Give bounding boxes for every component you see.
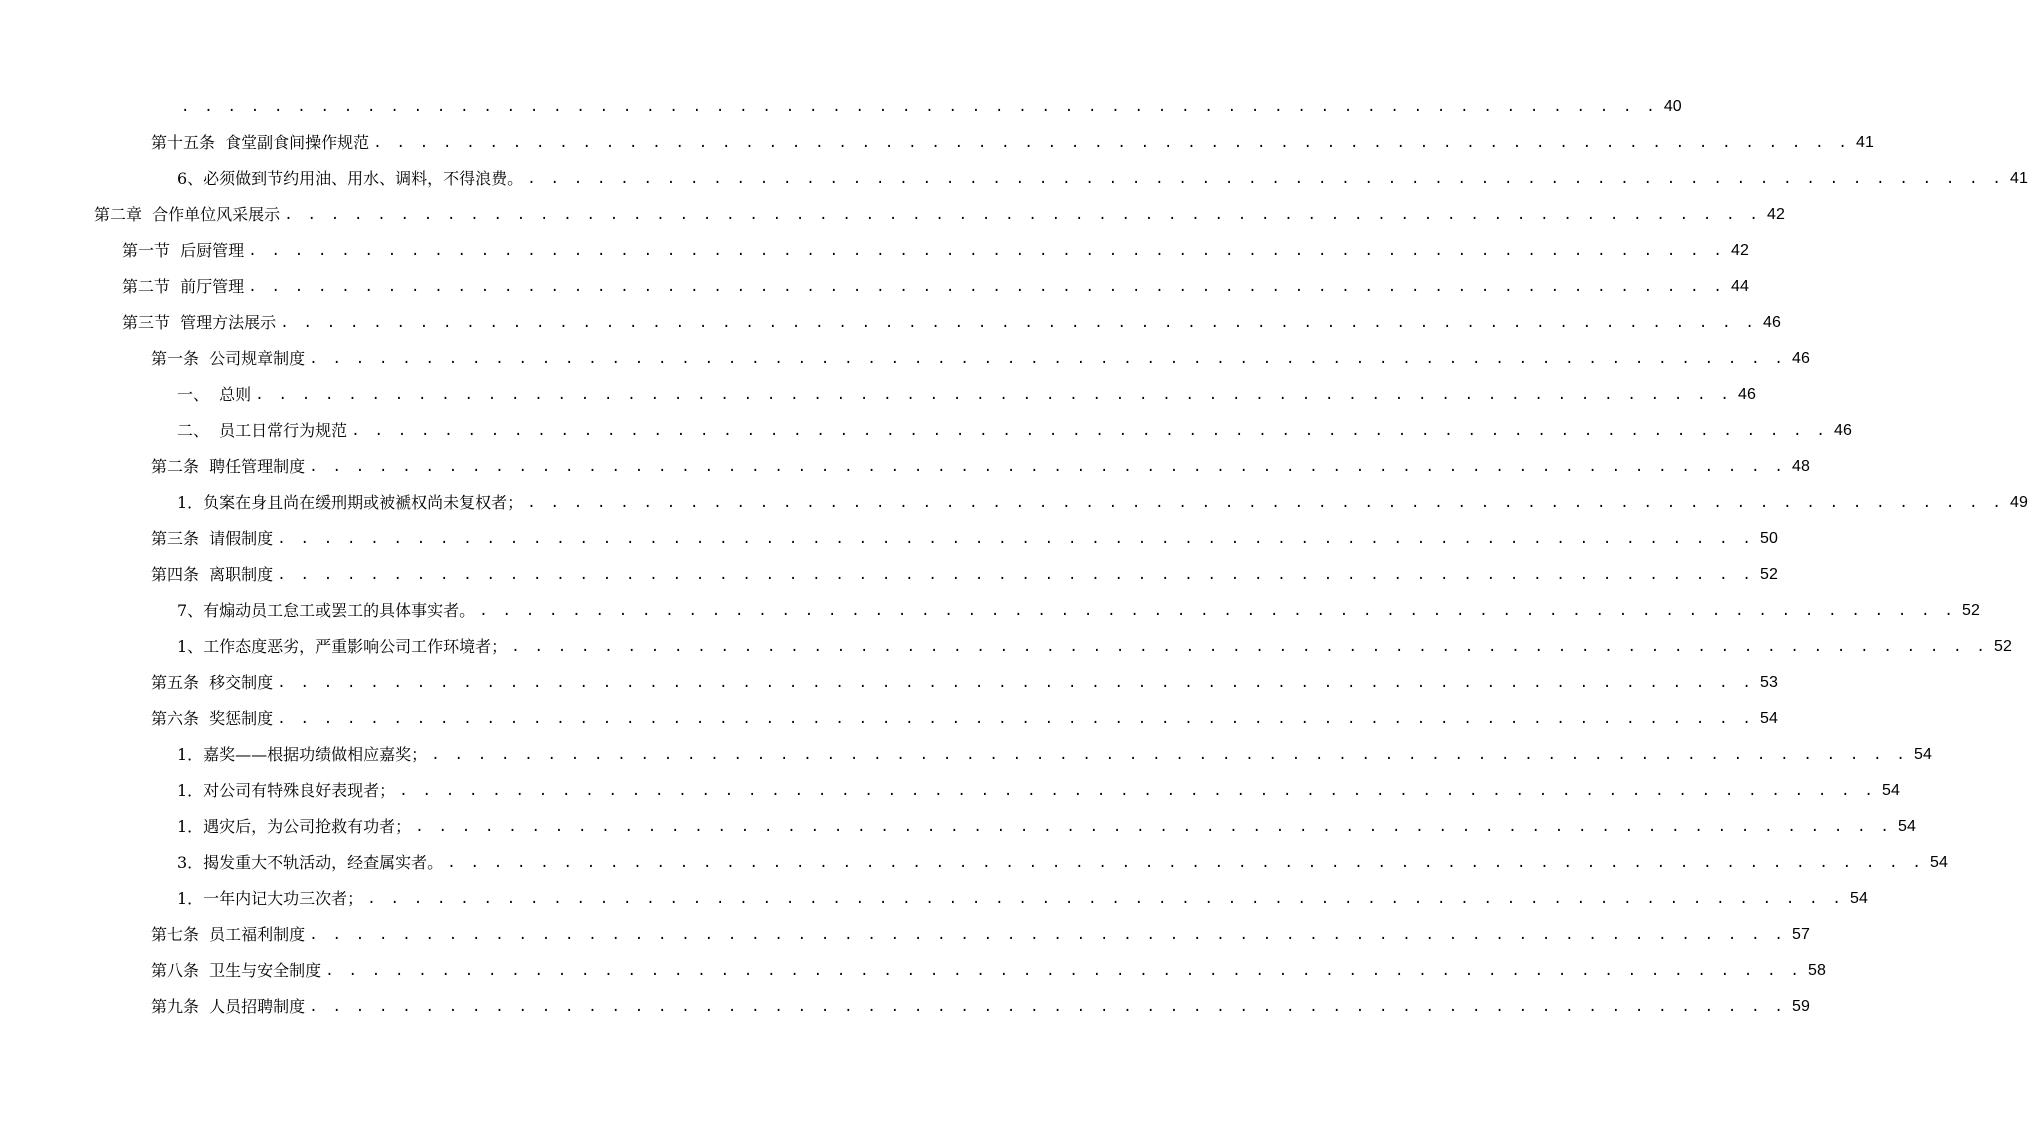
toc-leader-dots: . . . . . . . . . . . . . . . . . . . . . . . . . . . . . . . . . . . . . . . . . . . . . . . . . . . . . . . . . . . . . . . .: [309, 927, 1787, 943]
toc-entry[interactable]: [151, 989, 1810, 1025]
toc-page-number: 52: [1994, 638, 2012, 655]
toc-leader-dots: . . . . . . . . . . . . . . . . . . . . . . . . . . . . . . . . . . . . . . . . . . . . . . . . . . . . . . . . . . . . . . . .: [527, 171, 2005, 187]
toc-entry-label: 第五条 移交制度: [151, 673, 274, 692]
toc-entry[interactable]: [122, 305, 1781, 341]
toc-leader-dots: . . . . . . . . . . . . . . . . . . . . . . . . . . . . . . . . . . . . . . . . . . . . . . . . . . . . . . . . . . . . . . . .: [284, 207, 1762, 223]
toc-entry-label: 1．对公司有特殊良好表现者；: [177, 781, 396, 800]
toc-entry[interactable]: [122, 233, 1749, 269]
toc-entry[interactable]: [151, 557, 1778, 593]
toc-entry[interactable]: [151, 125, 1874, 161]
toc-entry-label: 第二章 合作单位风采展示: [94, 205, 281, 224]
toc-entry[interactable]: [177, 413, 1852, 449]
toc-page-number: 54: [1914, 746, 1932, 763]
toc-page-number: 54: [1882, 782, 1900, 799]
toc-entry-label: 第七条 员工福利制度: [151, 925, 306, 944]
toc-page-number: 54: [1850, 890, 1868, 907]
toc-page-number: 54: [1760, 710, 1778, 727]
toc-entry-label: 7、有煽动员工怠工或罢工的具体事实者。: [177, 601, 476, 620]
toc-page-number: 59: [1792, 998, 1810, 1015]
toc-leader-dots: . . . . . . . . . . . . . . . . . . . . . . . . . . . . . . . . . . . . . . . . . . . . . . . . . . . . . . . . . . . . . . . .: [248, 243, 1726, 259]
toc-leader-dots: . . . . . . . . . . . . . . . . . . . . . . . . . . . . . . . . . . . . . . . . . . . . . . . . . . . . . . . . . . . . . . . .: [309, 459, 1787, 475]
toc-entry[interactable]: [177, 809, 1916, 845]
toc-leader-dots: . . . . . . . . . . . . . . . . . . . . . . . . . . . . . . . . . . . . . . . . . . . . . . . . . . . . . . . . . . . . . . . .: [367, 891, 1845, 907]
toc-entry-label: 第一条 公司规章制度: [151, 349, 306, 368]
toc-page-number: 54: [1898, 818, 1916, 835]
toc-page-number: 46: [1834, 422, 1852, 439]
toc-entry[interactable]: [122, 269, 1749, 305]
toc-page-number: 52: [1962, 602, 1980, 619]
toc-entry[interactable]: [177, 881, 1868, 917]
toc-entry-label: 二、 员工日常行为规范: [177, 421, 348, 440]
toc-leader-dots: . . . . . . . . . . . . . . . . . . . . . . . . . . . . . . . . . . . . . . . . . . . . . . . . . . . . . . . . . . . . . . . .: [181, 99, 1658, 115]
toc-page-number: 54: [1930, 854, 1948, 871]
toc-leader-dots: . . . . . . . . . . . . . . . . . . . . . . . . . . . . . . . . . . . . . . . . . . . . . . . . . . . . . . . . . . . . . . . .: [351, 423, 1829, 439]
toc-page-number: 46: [1792, 350, 1810, 367]
toc-entry[interactable]: [177, 89, 1682, 125]
toc-leader-dots: . . . . . . . . . . . . . . . . . . . . . . . . . . . . . . . . . . . . . . . . . . . . . . . . . . . . . . . . . . . . . . . .: [479, 603, 1957, 619]
toc-leader-dots: . . . . . . . . . . . . . . . . . . . . . . . . . . . . . . . . . . . . . . . . . . . . . . . . . . . . . . . . . . . . . . . .: [255, 387, 1733, 403]
toc-entry-label: 第四条 离职制度: [151, 565, 274, 584]
toc-page-number: 52: [1760, 566, 1778, 583]
toc-page-number: 53: [1760, 674, 1778, 691]
toc-page-number: 41: [2010, 170, 2028, 187]
toc-entry-label: 1．一年内记大功三次者；: [177, 889, 364, 908]
toc-entry-label: 第二条 聘任管理制度: [151, 457, 306, 476]
toc-page-number: 42: [1731, 242, 1749, 259]
toc-entry[interactable]: [151, 701, 1778, 737]
toc-page-number: 48: [1792, 458, 1810, 475]
toc-leader-dots: . . . . . . . . . . . . . . . . . . . . . . . . . . . . . . . . . . . . . . . . . . . . . . . . . . . . . . . . . . . . . . . .: [527, 495, 2005, 511]
toc-entry-label: 1．遇灾后，为公司抢救有功者；: [177, 817, 412, 836]
toc-page-number: 49: [2010, 494, 2028, 511]
toc-leader-dots: . . . . . . . . . . . . . . . . . . . . . . . . . . . . . . . . . . . . . . . . . . . . . . . . . . . . . . . . . . . . . . . .: [399, 783, 1877, 799]
toc-entry[interactable]: [177, 161, 2028, 197]
toc-entry[interactable]: [177, 773, 1900, 809]
toc-page-number: 40: [1663, 98, 1682, 115]
toc-page-number: 57: [1792, 926, 1810, 943]
toc-entry-label: 1、工作态度恶劣，严重影响公司工作环境者；: [177, 637, 508, 656]
toc-page-number: 50: [1760, 530, 1778, 547]
toc-entry-label: 第二节 前厅管理: [122, 277, 245, 296]
toc-leader-dots: . . . . . . . . . . . . . . . . . . . . . . . . . . . . . . . . . . . . . . . . . . . . . . . . . . . . . . . . . . . . . . . .: [325, 963, 1803, 979]
toc-entry[interactable]: [177, 737, 1932, 773]
toc-entry-label: 第十五条 食堂副食间操作规范: [151, 133, 370, 152]
toc-entry[interactable]: [151, 449, 1810, 485]
toc-leader-dots: . . . . . . . . . . . . . . . . . . . . . . . . . . . . . . . . . . . . . . . . . . . . . . . . . . . . . . . . . . . . . . . .: [277, 567, 1755, 583]
toc-leader-dots: . . . . . . . . . . . . . . . . . . . . . . . . . . . . . . . . . . . . . . . . . . . . . . . . . . . . . . . . . . . . . . . .: [415, 819, 1893, 835]
toc-entry-label: 第三条 请假制度: [151, 529, 274, 548]
toc-entry-label: 1．嘉奖——根据功绩做相应嘉奖；: [177, 745, 428, 764]
toc-leader-dots: . . . . . . . . . . . . . . . . . . . . . . . . . . . . . . . . . . . . . . . . . . . . . . . . . . . . . . . . . . . . . . . .: [511, 639, 1989, 655]
toc-entry[interactable]: [177, 485, 2028, 521]
toc-leader-dots: . . . . . . . . . . . . . . . . . . . . . . . . . . . . . . . . . . . . . . . . . . . . . . . . . . . . . . . . . . . . . . . .: [277, 675, 1755, 691]
toc-entry-label: 3．揭发重大不轨活动，经查属实者。: [177, 853, 444, 872]
toc-entry[interactable]: [151, 341, 1810, 377]
toc-page-number: 44: [1731, 278, 1749, 295]
toc-entry-label: 第三节 管理方法展示: [122, 313, 277, 332]
toc-entry[interactable]: [151, 665, 1778, 701]
toc-page-number: 46: [1763, 314, 1781, 331]
toc-leader-dots: . . . . . . . . . . . . . . . . . . . . . . . . . . . . . . . . . . . . . . . . . . . . . . . . . . . . . . . . . . . . . . . .: [280, 315, 1758, 331]
toc-page-number: 42: [1767, 206, 1785, 223]
toc-entry-label: 第一节 后厨管理: [122, 241, 245, 260]
toc-leader-dots: . . . . . . . . . . . . . . . . . . . . . . . . . . . . . . . . . . . . . . . . . . . . . . . . . . . . . . . . . . . . . . . .: [277, 711, 1755, 727]
toc-leader-dots: . . . . . . . . . . . . . . . . . . . . . . . . . . . . . . . . . . . . . . . . . . . . . . . . . . . . . . . . . . . . . . . .: [373, 135, 1851, 151]
toc-entry-label: 1．负案在身且尚在缓刑期或被褫权尚未复权者；: [177, 493, 524, 512]
toc-leader-dots: . . . . . . . . . . . . . . . . . . . . . . . . . . . . . . . . . . . . . . . . . . . . . . . . . . . . . . . . . . . . . . . .: [431, 747, 1909, 763]
toc-page-number: 41: [1856, 134, 1874, 151]
toc-leader-dots: . . . . . . . . . . . . . . . . . . . . . . . . . . . . . . . . . . . . . . . . . . . . . . . . . . . . . . . . . . . . . . . .: [277, 531, 1755, 547]
toc-entry-label: 一、 总则: [177, 385, 252, 404]
toc-leader-dots: . . . . . . . . . . . . . . . . . . . . . . . . . . . . . . . . . . . . . . . . . . . . . . . . . . . . . . . . . . . . . . . .: [309, 999, 1787, 1015]
toc-leader-dots: . . . . . . . . . . . . . . . . . . . . . . . . . . . . . . . . . . . . . . . . . . . . . . . . . . . . . . . . . . . . . . . .: [309, 351, 1787, 367]
toc-entry-label: 第九条 人员招聘制度: [151, 997, 306, 1016]
toc-leader-dots: . . . . . . . . . . . . . . . . . . . . . . . . . . . . . . . . . . . . . . . . . . . . . . . . . . . . . . . . . . . . . . . .: [248, 279, 1726, 295]
toc-entry-label: 第八条 卫生与安全制度: [151, 961, 322, 980]
toc-entry[interactable]: [177, 377, 1756, 413]
toc-entry[interactable]: [177, 845, 1948, 881]
toc-entry-label: 第六条 奖惩制度: [151, 709, 274, 728]
toc-entry[interactable]: [151, 953, 1826, 989]
toc-entry[interactable]: [151, 917, 1810, 953]
toc-page-number: 46: [1738, 386, 1756, 403]
toc-entry-label: 6、必须做到节约用油、用水、调料，不得浪费。: [177, 169, 524, 188]
toc-entry[interactable]: [177, 629, 2012, 665]
toc-entry[interactable]: [94, 197, 1785, 233]
toc-entry[interactable]: [151, 521, 1778, 557]
toc-page-number: 58: [1808, 962, 1826, 979]
toc-leader-dots: . . . . . . . . . . . . . . . . . . . . . . . . . . . . . . . . . . . . . . . . . . . . . . . . . . . . . . . . . . . . . . . .: [447, 855, 1925, 871]
toc-entry[interactable]: [177, 593, 1980, 629]
